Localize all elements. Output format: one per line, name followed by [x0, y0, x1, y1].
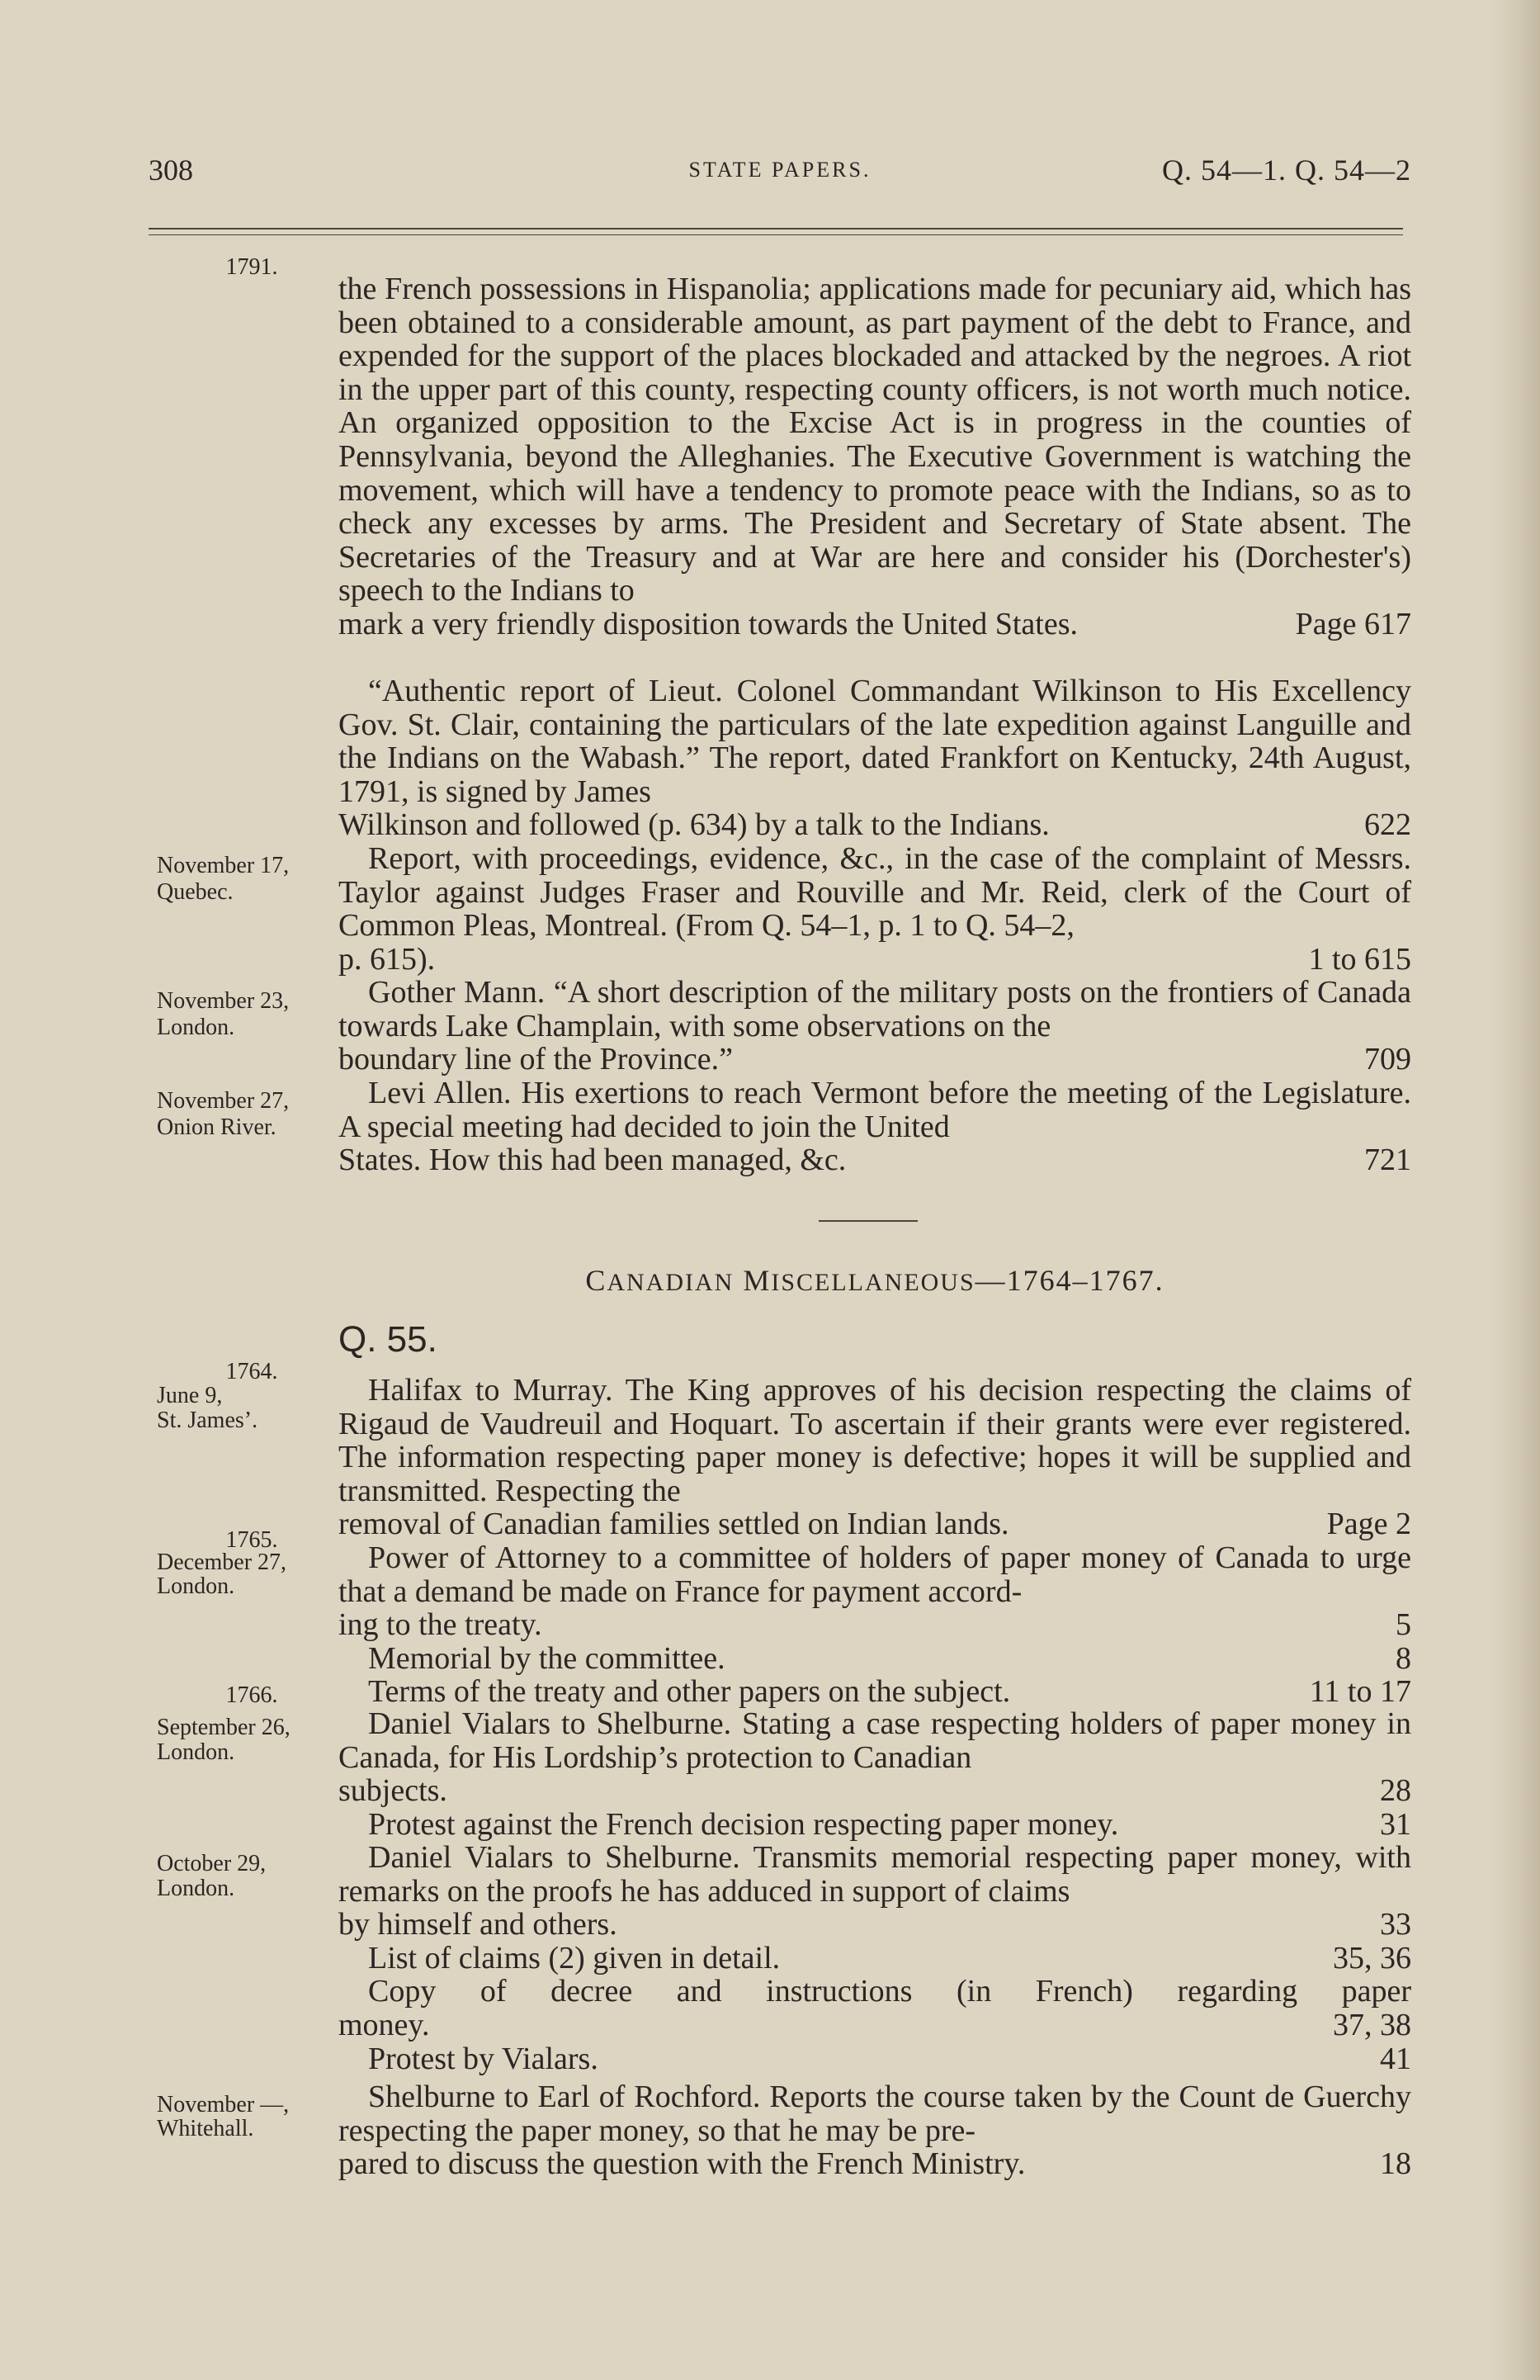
entry-text: Shelburne to Earl of Rochford. Reports the course taken by the Count de Guerchy respecting the paper money, so that he may be pre-	[338, 2080, 1411, 2148]
entry-last-line	[338, 1608, 1411, 1642]
entry-nov23	[338, 976, 1411, 1076]
page-reference: 18	[1380, 2146, 1411, 2182]
margin-date: September 26,	[157, 1715, 291, 1740]
margin-place: Quebec.	[157, 879, 234, 905]
page-reference: 41	[1380, 2041, 1411, 2076]
last-line-text: pared to discuss the question with the French Ministry.	[338, 2146, 1026, 2182]
title-years: —1764–1767.	[975, 1264, 1164, 1297]
margin-date: October 29,	[157, 1851, 267, 1876]
margin-date: November 17,	[157, 853, 290, 878]
sub-line-text: Protest against the French decision respecting paper money.	[368, 1806, 1119, 1842]
entry-last-line	[338, 1143, 1411, 1177]
last-line-text: removal of Canadian families settled on Indian lands.	[338, 1507, 1009, 1542]
margin-year: 1765.	[225, 1527, 278, 1553]
margin-date: November —,	[157, 2092, 290, 2117]
entry-sub-line	[338, 1808, 1411, 1842]
entry-text: Report, with proceedings, evidence, &c., in the case of the complaint of Messrs. Taylor against Judges Fraser and Rouville and Mr. Reid, clerk of the Court of Common Pleas, Montreal. (From Q. 54–1, p. 1 to Q. 54–2,	[338, 841, 1411, 944]
last-line-text: ing to the treaty.	[338, 1607, 542, 1643]
margin-place: Whitehall.	[157, 2116, 254, 2141]
page-reference: 11 to 17	[1309, 1674, 1411, 1710]
paragraph-wilkinson-report	[338, 674, 1411, 842]
page-number: 308	[149, 154, 193, 187]
entry-last-line	[338, 2009, 1411, 2042]
paragraph-hispanolia	[338, 272, 1411, 641]
paragraph-text: “Authentic report of Lieut. Colonel Commandant Wilkinson to His Excellency Gov. St. Clair, containing the particulars of the late expedition against Languille and the Indians on the Wabash.” The report, dated Frankfort on Kentucky, 24th August, 1791, is signed by James	[338, 674, 1411, 809]
title-smallcaps: ANADIAN	[607, 1269, 735, 1296]
margin-year: 1764.	[225, 1359, 278, 1384]
title-smallcaps: ISCELLANEOUS	[771, 1269, 975, 1296]
margin-place: London.	[157, 1015, 235, 1040]
last-line-text: p. 615).	[338, 941, 436, 977]
page-reference: 709	[1364, 1042, 1411, 1077]
margin-date: November 27,	[157, 1088, 290, 1114]
volume-label: Q. 55.	[338, 1319, 437, 1360]
entry-power-of-attorney	[338, 1541, 1411, 1709]
last-line-text: States. How this had been managed, &c.	[338, 1143, 847, 1178]
sub-line-text: Protest by Vialars.	[368, 2041, 598, 2076]
entry-nov17	[338, 842, 1411, 976]
entry-text: Halifax to Murray. The King approves of his decision respecting the claims of Rigaud de Vaudreuil and Hoquart. To ascertain if their grants were ever registered. The information respecting paper money is defective; hopes it will be supplied and transmitted. Respecting the	[338, 1373, 1411, 1508]
sub-line-text: List of claims (2) given in detail.	[368, 1940, 781, 1975]
sub-line-text: Memorial by the committee.	[368, 1640, 725, 1676]
margin-place: St. James’.	[157, 1408, 258, 1433]
entry-text: Power of Attorney to a committee of holders of paper money of Canada to urge that a demand be made on France for payment accord-	[338, 1540, 1411, 1609]
page-reference: 5	[1396, 1607, 1411, 1643]
sub-line-text: Copy of decree and instructions (in French) regarding paper	[368, 1974, 1411, 2009]
last-line-text: Wilkinson and followed (p. 634) by a talk to the Indians.	[338, 807, 1050, 843]
entry-sub-line	[338, 1975, 1411, 2009]
page-reference: 1 to 615	[1308, 941, 1411, 977]
last-line-text: boundary line of the Province.”	[338, 1042, 734, 1077]
page-reference: 37, 38	[1333, 2007, 1411, 2042]
entry-shelburne-to-rochford	[338, 2080, 1411, 2181]
entry-vialars-oct	[338, 1841, 1411, 2075]
page-reference: 622	[1364, 807, 1411, 843]
sub-line-text: Terms of the treaty and other papers on the subject.	[368, 1674, 1011, 1710]
entry-sub-line	[338, 2042, 1411, 2076]
title-initial: C	[585, 1264, 607, 1297]
paragraph-text: the French possessions in Hispanolia; applications made for pecuniary aid, which has been obtained to a considerable amount, as part payment of the debt to France, and expended for the support of the places blockaded and attacked by the negroes. A riot in the upper part of this county, respecting county officers, is not worth much notice. An organized opposition to the Excise Act is in progress in the counties of Pennsylvania, beyond the Alleghanies. The Executive Government is watching the movement, which will have a tendency to promote peace with the Indians, so as to check any excesses by arms. The President and Secretary of State absent. The Secretaries of the Treasury and at War are here and consider his (Dorchester's) speech to the Indians to	[338, 272, 1411, 608]
paragraph-last-line	[338, 608, 1411, 641]
entry-text: Daniel Vialars to Shelburne. Stating a case respecting holders of paper money in Canada, for His Lordship’s protection to Canadian	[338, 1706, 1411, 1775]
last-line-text: money.	[338, 2007, 430, 2042]
page-reference: 28	[1380, 1773, 1411, 1809]
page-reference: 8	[1396, 1640, 1411, 1676]
margin-year: 1791.	[225, 254, 278, 280]
entry-last-line	[338, 1908, 1411, 1942]
entry-sub-line	[338, 1675, 1411, 1709]
entry-nov27	[338, 1076, 1411, 1177]
archive-reference: Q. 54—1. Q. 54—2	[1162, 154, 1411, 187]
page-reference: Page 617	[1295, 606, 1411, 641]
entry-text: Daniel Vialars to Shelburne. Transmits memorial respecting paper money, with remarks on the proofs he has adduced in support of claims	[338, 1840, 1411, 1909]
entry-last-line	[338, 1507, 1411, 1541]
entry-text: Gother Mann. “A short description of the military posts on the frontiers of Canada towards Lake Champlain, with some observations on the	[338, 975, 1411, 1043]
last-line-text: subjects.	[338, 1773, 447, 1809]
entry-text: Levi Allen. His exertions to reach Vermont before the meeting of the Legislature. A special meeting had decided to join the United	[338, 1076, 1411, 1144]
page-reference: 721	[1364, 1143, 1411, 1178]
entry-sub-line	[338, 1942, 1411, 1975]
entry-last-line	[338, 1774, 1411, 1808]
entry-sub-line	[338, 1642, 1411, 1676]
margin-place: Onion River.	[157, 1114, 276, 1140]
page-reference: 35, 36	[1333, 1940, 1411, 1975]
margin-date: December 27,	[157, 1550, 287, 1575]
last-line-text: mark a very friendly disposition towards the United States.	[338, 606, 1078, 641]
entry-last-line	[338, 2147, 1411, 2181]
entry-halifax-to-murray	[338, 1374, 1411, 1541]
running-title: STATE PAPERS.	[688, 158, 872, 182]
entry-last-line	[338, 943, 1411, 977]
margin-place: London.	[157, 1573, 235, 1599]
entry-last-line	[338, 1043, 1411, 1076]
page-reference: 33	[1380, 1907, 1411, 1942]
margin-place: London.	[157, 1876, 235, 1901]
paragraph-last-line	[338, 808, 1411, 842]
section-title	[338, 1263, 1411, 1298]
title-initial: M	[734, 1264, 772, 1297]
margin-date: June 9,	[157, 1383, 223, 1408]
margin-place: London.	[157, 1739, 235, 1765]
margin-date: November 23,	[157, 988, 290, 1014]
page-reference: Page 2	[1326, 1507, 1411, 1542]
margin-year: 1766.	[225, 1682, 278, 1708]
entry-vialars-sept	[338, 1707, 1411, 1841]
last-line-text: by himself and others.	[338, 1907, 617, 1942]
page-reference: 31	[1380, 1806, 1411, 1842]
section-divider	[819, 1220, 918, 1222]
